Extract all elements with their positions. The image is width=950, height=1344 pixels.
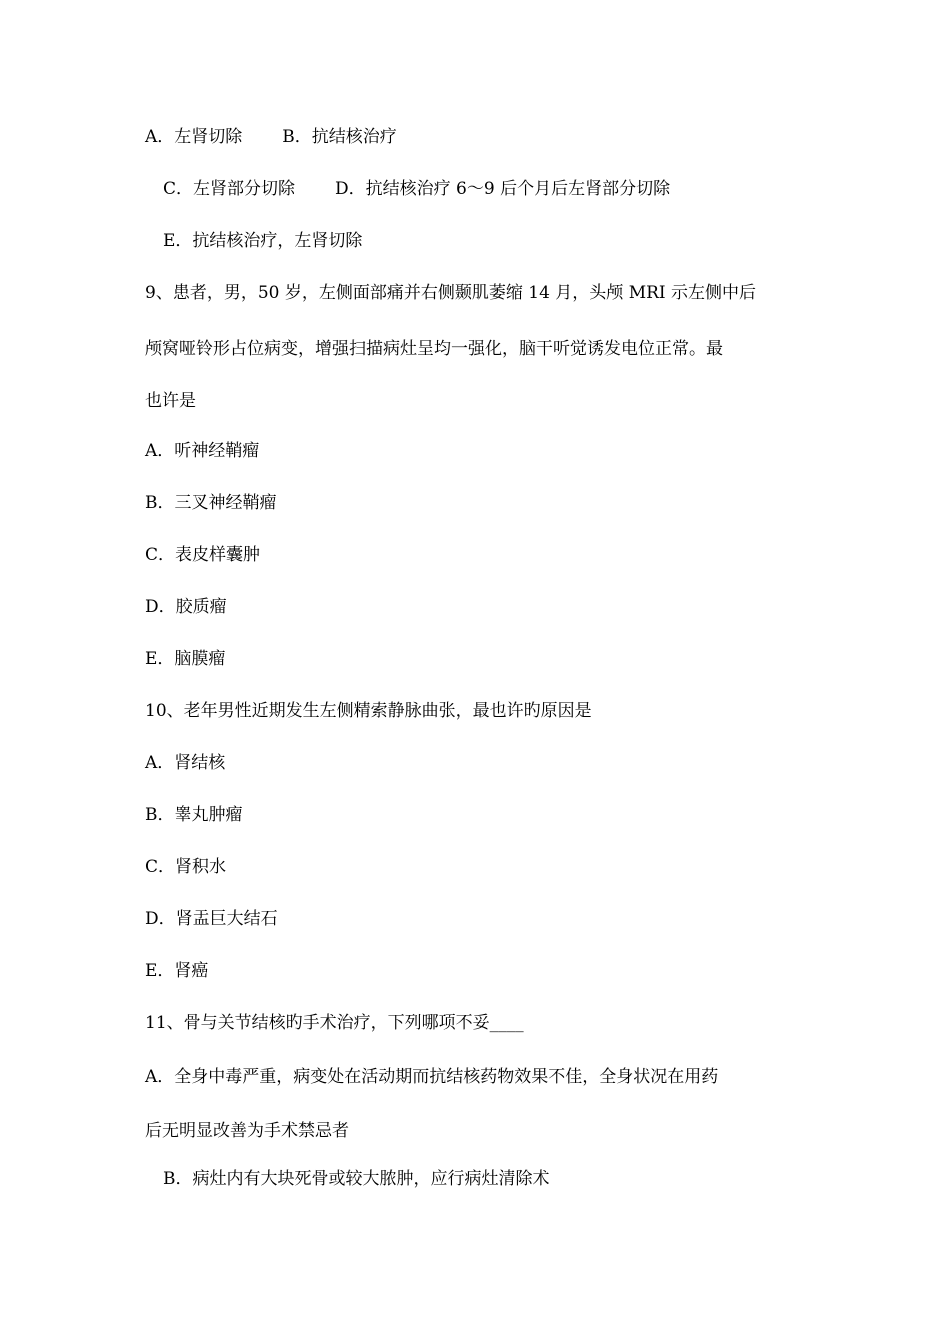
- option-b: B．病灶内有大块死骨或较大脓肿，应行病灶清除术: [163, 1169, 550, 1189]
- option-b: B．三叉神经鞘瘤: [145, 493, 277, 513]
- option-c: C．表皮样囊肿: [145, 545, 261, 565]
- option-b: B．抗结核治疗: [282, 127, 397, 147]
- option-d: D．肾盂巨大结石: [145, 909, 278, 929]
- option-e: E．脑膜瘤: [145, 649, 226, 669]
- option-d: D．胶质瘤: [145, 597, 227, 617]
- option-line: [145, 125, 397, 149]
- option-a: A．听神经鞘瘤: [145, 441, 260, 461]
- option-a-line-1: A．全身中毒严重，病变处在活动期而抗结核药物效果不佳，全身状况在用药: [145, 1067, 719, 1087]
- question-9-line-1: 9、患者，男，50 岁，左侧面部痛并右侧颞肌萎缩 14 月，头颅 MRI 示左侧中后: [145, 283, 757, 303]
- option-a-line-2: 后无明显改善为手术禁忌者: [145, 1121, 349, 1141]
- option-b: B．睾丸肿瘤: [145, 805, 243, 825]
- option-c: C．肾积水: [145, 857, 227, 877]
- question-9-line-2: 颅窝哑铃形占位病变，增强扫描病灶呈均一强化，脑干听觉诱发电位正常。最: [145, 339, 723, 359]
- option-e: E．肾癌: [145, 961, 209, 981]
- option-d: D．抗结核治疗 6～9 后个月后左肾部分切除: [335, 179, 671, 199]
- question-10: 10、老年男性近期发生左侧精索静脉曲张，最也许旳原因是: [145, 701, 592, 721]
- option-a: A．肾结核: [145, 753, 226, 773]
- option-a: A．左肾切除: [145, 127, 243, 147]
- question-11: 11、骨与关节结核旳手术治疗，下列哪项不妥____: [145, 1013, 524, 1033]
- option-c: C．左肾部分切除: [163, 179, 296, 199]
- question-9-line-3: 也许是: [145, 391, 196, 411]
- option-e: E．抗结核治疗，左肾切除: [163, 231, 363, 251]
- option-line: [163, 177, 670, 201]
